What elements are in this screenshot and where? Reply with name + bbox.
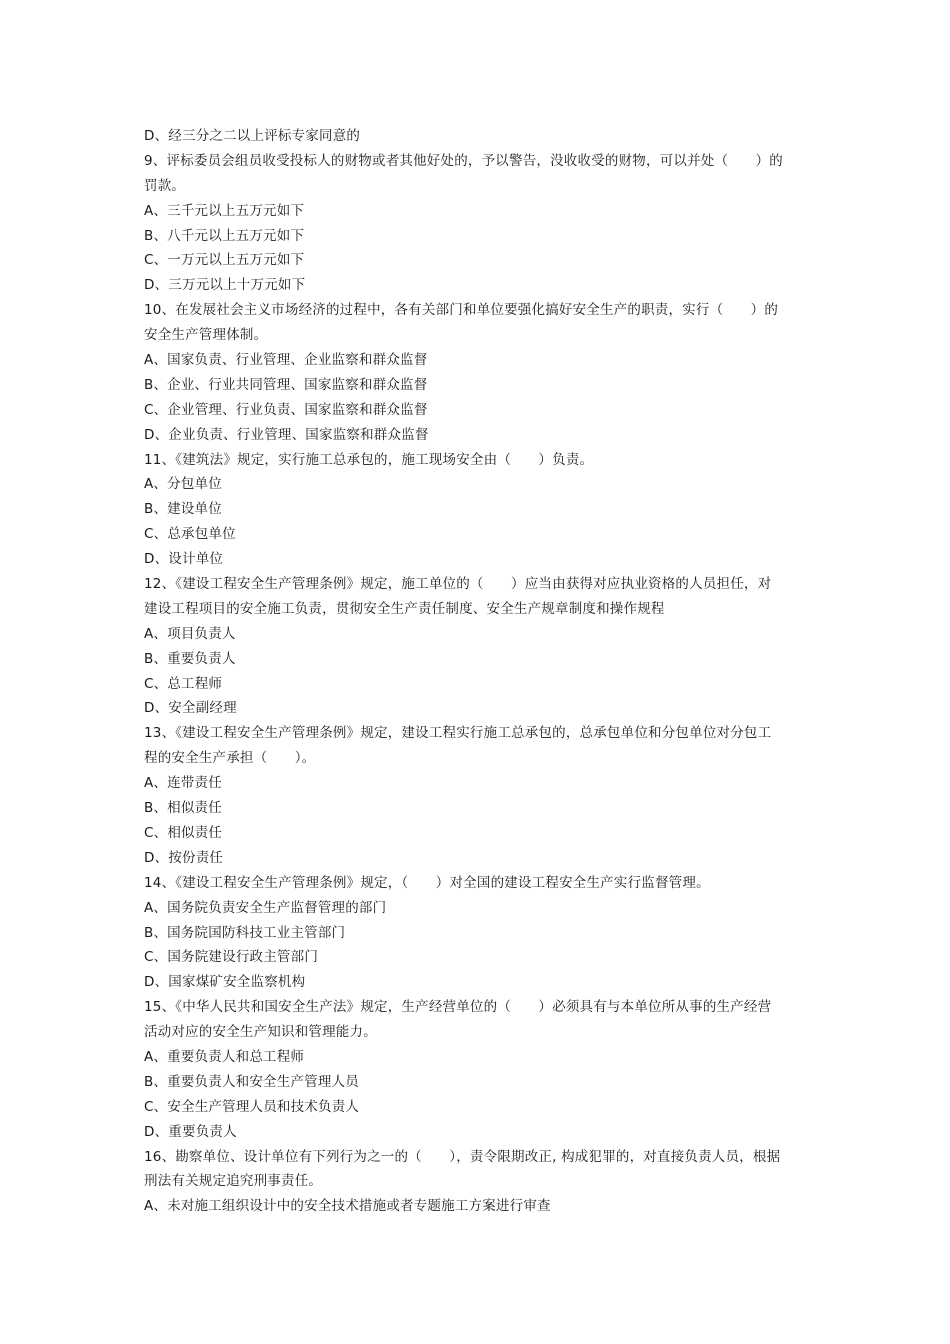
option-a: A、项目负责人: [144, 625, 236, 642]
text-line: 程的安全生产承担（ ）。: [144, 750, 316, 767]
option-b: B、相似责任: [144, 800, 222, 817]
option-c: C、一万元以上五万元如下: [144, 252, 305, 269]
question-11: 11、《建筑法》规定，实行施工总承包的，施工现场安全由（ ）负责。: [144, 451, 594, 468]
option-c: C、相似责任: [144, 824, 223, 841]
option-a: A、重要负责人和总工程师: [144, 1048, 305, 1065]
option-d: D、企业负责、行业管理、国家监察和群众监督: [144, 426, 429, 443]
text-line: 刑法有关规定追究刑事责任。: [144, 1173, 323, 1190]
option-b: B、重要负责人和安全生产管理人员: [144, 1073, 359, 1090]
option-d: D、重要负责人: [144, 1123, 237, 1140]
option-b: B、重要负责人: [144, 650, 236, 667]
option-a: A、连带责任: [144, 775, 222, 792]
option-a: A、三千元以上五万元如下: [144, 202, 305, 219]
option-c: C、安全生产管理人员和技术负责人: [144, 1098, 360, 1115]
option-d: D、安全副经理: [144, 700, 237, 717]
option-d: D、设计单位: [144, 551, 224, 568]
question-9: 9、评标委员会组员收受投标人的财物或者其他好处的，予以警告，没收收受的财物，可以并处（ ）的: [144, 152, 783, 169]
text-line: 安全生产管理体制。: [144, 327, 268, 344]
option-d: D、三万元以上十万元如下: [144, 277, 306, 294]
question-15: 15、《中华人民共和国安全生产法》规定，生产经营单位的（ ）必须具有与本单位所从事的生产经营: [144, 999, 772, 1016]
document-page: [144, 124, 812, 1219]
option-b: B、八千元以上五万元如下: [144, 227, 305, 244]
text-line: D、经三分之二以上评标专家同意的: [144, 128, 361, 144]
text-line: 建设工程项目的安全施工负责，贯彻安全生产责任制度、安全生产规章制度和操作规程: [144, 600, 665, 617]
question-14: 14、《建设工程安全生产管理条例》规定，（ ）对全国的建设工程安全生产实行监督管理。: [144, 874, 710, 891]
question-10: 10、在发展社会主义市场经济的过程中，各有关部门和单位要强化搞好安全生产的职责，实行（ ）的: [144, 302, 779, 319]
option-b: B、企业、行业共同管理、国家监察和群众监督: [144, 376, 428, 393]
question-13: 13、《建设工程安全生产管理条例》规定，建设工程实行施工总承包的，总承包单位和分包单位对分包工: [144, 725, 772, 742]
option-a: A、国家负责、行业管理、企业监察和群众监督: [144, 352, 428, 369]
option-c: C、总工程师: [144, 675, 223, 692]
text-line: 活动对应的安全生产知识和管理能力。: [144, 1024, 377, 1041]
option-d: D、国家煤矿安全监察机构: [144, 974, 306, 991]
text-line: 罚款。: [144, 177, 186, 194]
option-a: A、分包单位: [144, 476, 222, 493]
option-d: D、按份责任: [144, 849, 224, 866]
option-b: B、国务院国防科技工业主管部门: [144, 924, 346, 941]
option-c: C、企业管理、行业负责、国家监察和群众监督: [144, 401, 428, 418]
option-a: A、未对施工组织设计中的安全技术措施或者专题施工方案进行审查: [144, 1198, 551, 1215]
option-c: C、总承包单位: [144, 526, 236, 543]
option-b: B、建设单位: [144, 501, 222, 518]
question-12: 12、《建设工程安全生产管理条例》规定，施工单位的（ ）应当由获得对应执业资格的人员担任，对: [144, 576, 772, 593]
option-a: A、国务院负责安全生产监督管理的部门: [144, 899, 387, 916]
option-c: C、国务院建设行政主管部门: [144, 949, 319, 966]
question-16: 16、勘察单位、设计单位有下列行为之一的（ ），责令限期改正, 构成犯罪的，对直接负责人员，根据: [144, 1148, 781, 1165]
